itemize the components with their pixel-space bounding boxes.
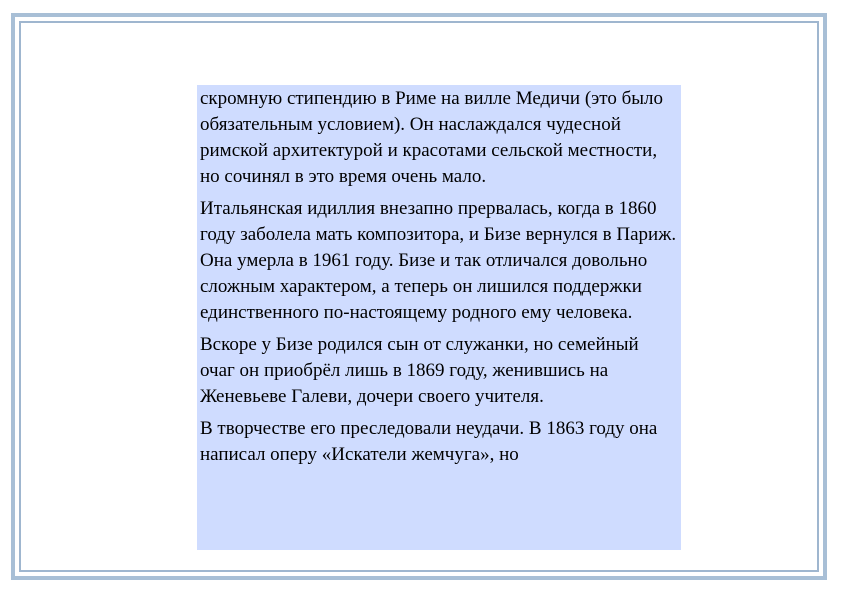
paragraph-4: В творчестве его преследовали неудачи. В 1863 году она написал оперу «Искатели жемчуга», но xyxy=(200,418,658,465)
paragraph-2: Итальянская идиллия внезапно прервалась, когда в 1860 году заболела мать композитора, и Бизе вернулся в Париж. Она умерла в 1961 году. Бизе и так отличался довольно сложным характером, а теперь он лишился поддержки единственного по-настоящему родного ему человека. xyxy=(200,198,677,323)
text-block xyxy=(197,85,681,550)
paragraph-3: Вскоре у Бизе родился сын от служанки, но семейный очаг он приобрёл лишь в 1869 году, женившись на Женевьеве Галеви, дочери своего учителя. xyxy=(200,334,639,407)
paragraph-1: скромную стипендию в Риме на вилле Медичи (это было обязательным условием). Он наслаждался чудесной римской архитектурой и красотами сельской местности, но сочинял в это время очень мало. xyxy=(200,88,664,187)
